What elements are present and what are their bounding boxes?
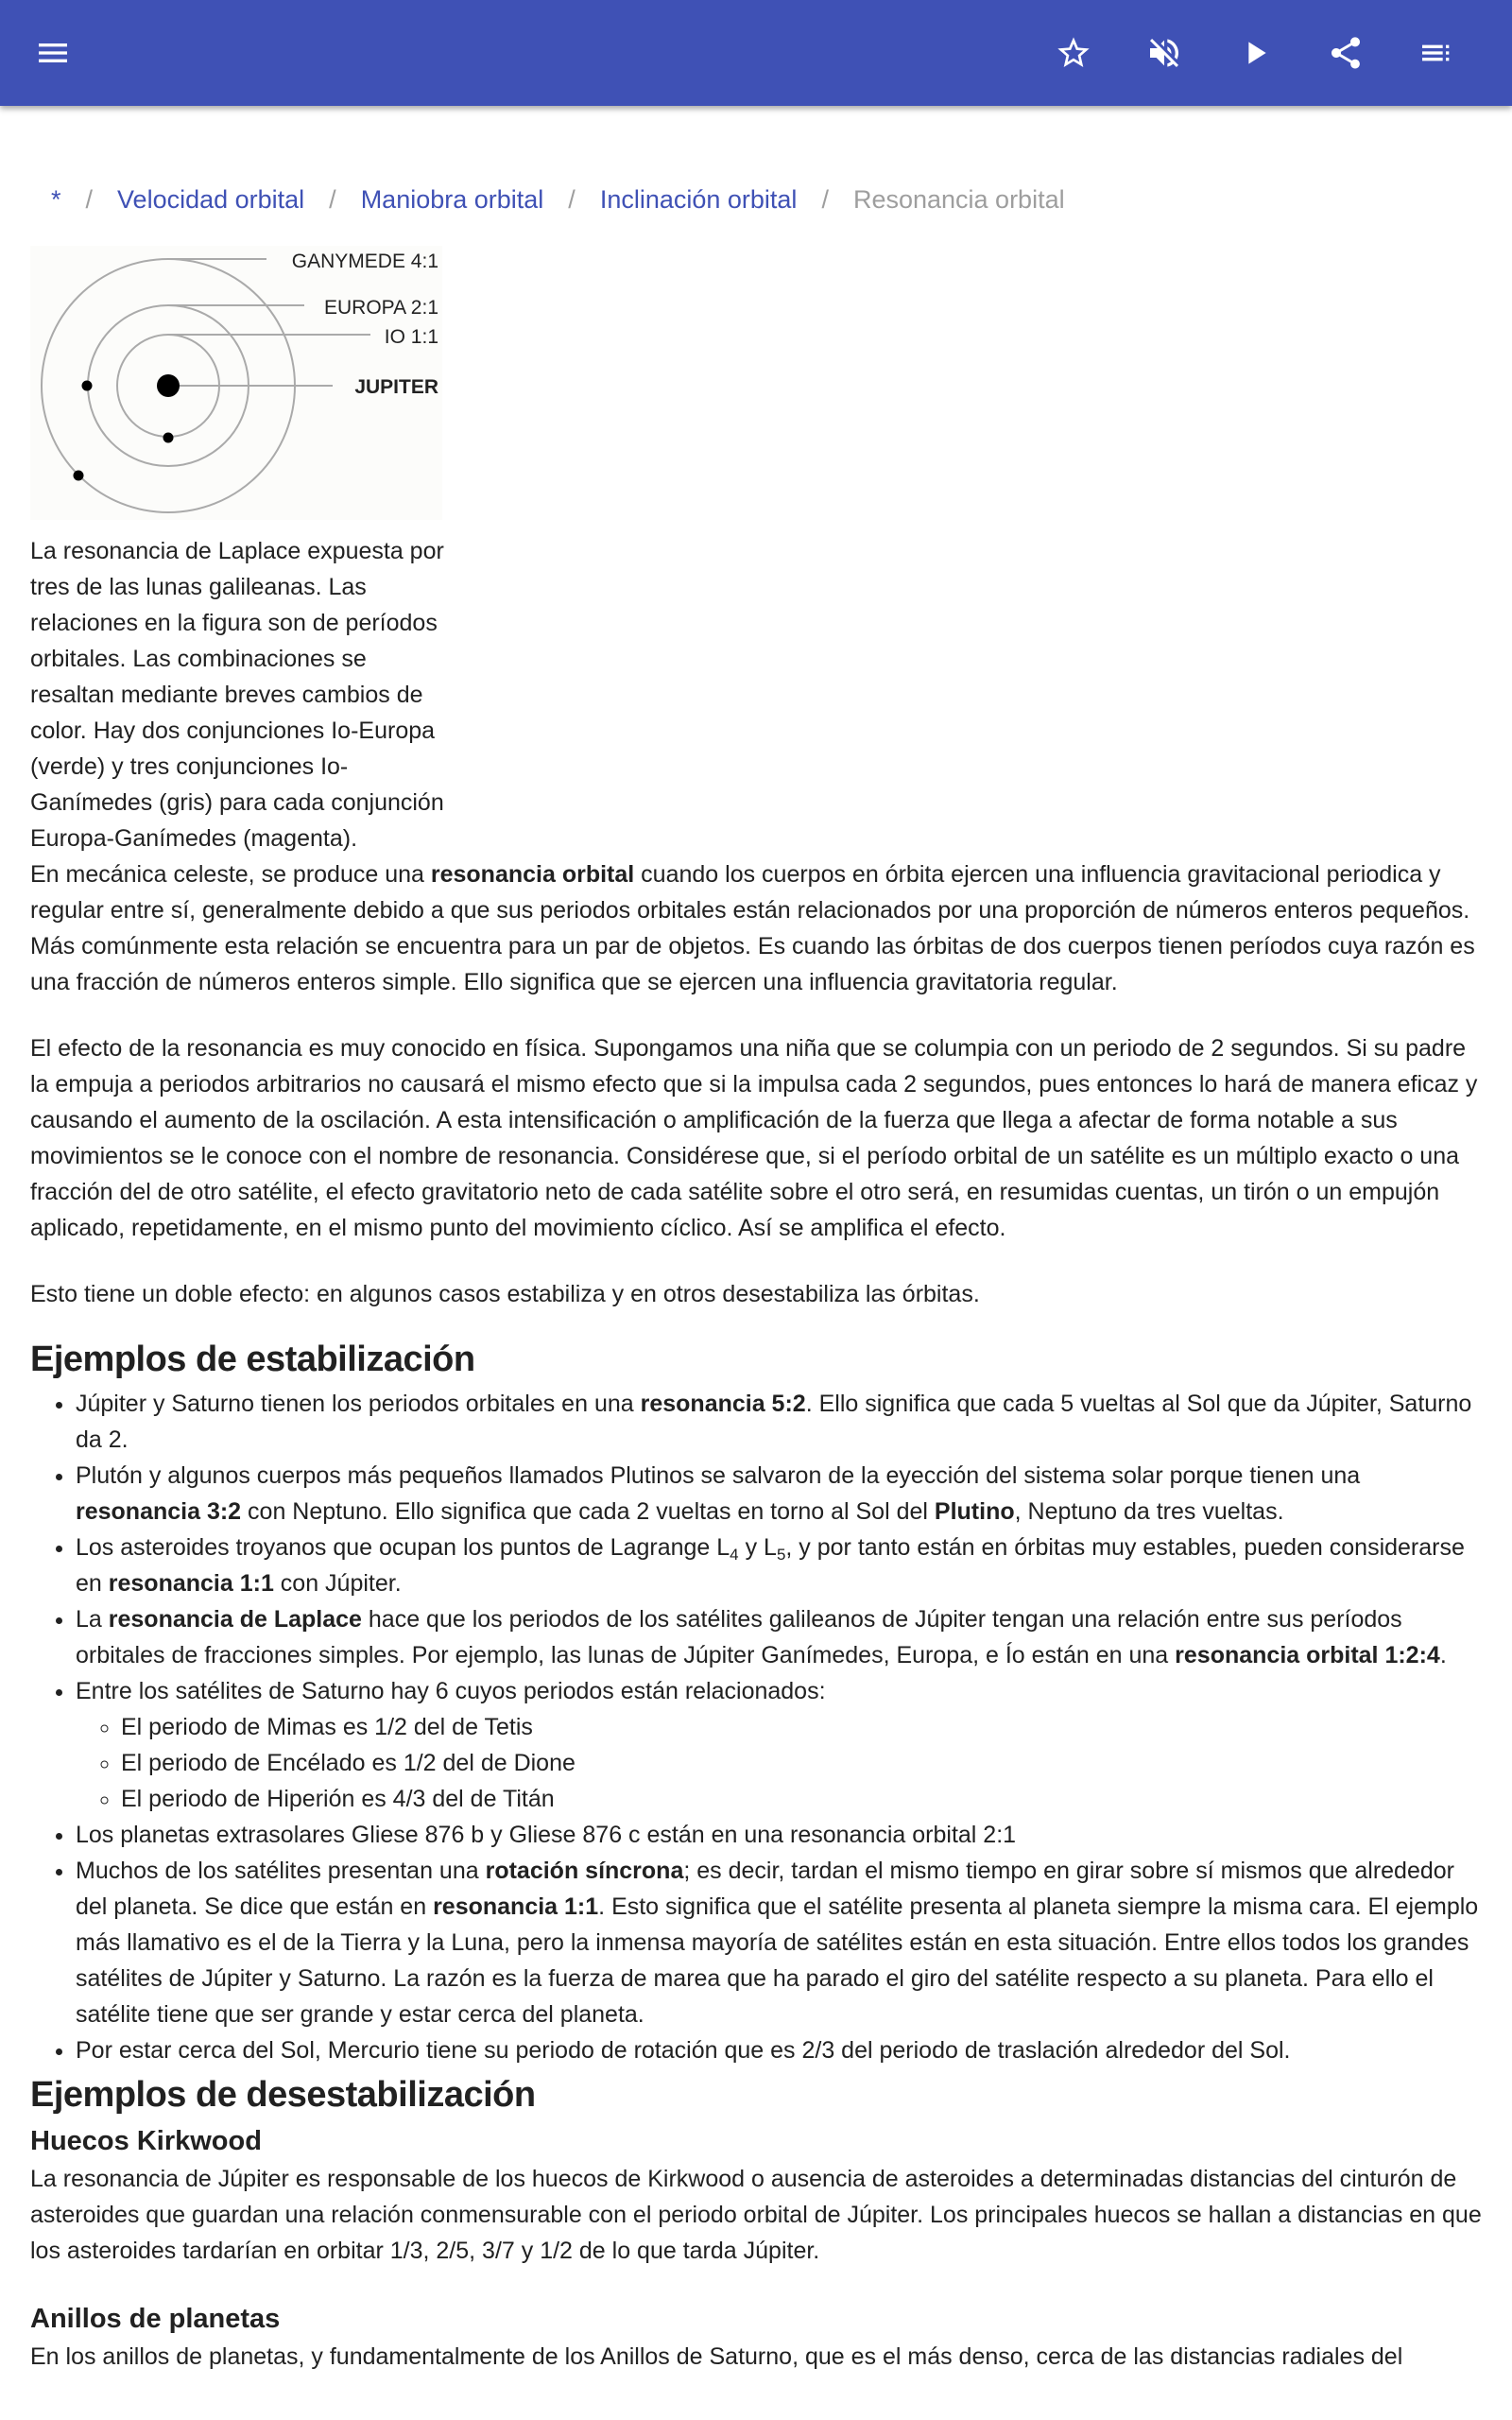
intro-paragraph-3: Esto tiene un doble efecto: en algunos casos estabiliza y en otros desestabiliza las órbitas. [30,1281,980,1307]
volume-off-icon [1145,34,1183,72]
saturn-satellites-sublist [76,1709,1482,1817]
section-heading-estabilizacion: Ejemplos de estabilización [30,1340,475,1379]
europa-dot [82,381,93,391]
text: Muchos de los satélites presentan una [76,1858,486,1884]
list-item [76,1530,1482,1601]
breadcrumb [30,166,1482,233]
bold-term: resonancia 5:2 [640,1391,806,1417]
breadcrumb-current: Resonancia orbital [852,185,1065,214]
mute-button[interactable] [1138,26,1191,79]
list-item [76,1853,1482,2032]
list-item: • Los planetas extrasolares Gliese 876 b y Gliese 876 c están en una resonancia orbital 2:1 [76,1817,1482,1853]
play-button[interactable] [1228,26,1281,79]
breadcrumb-inclinacion-orbital[interactable]: Inclinación orbital [599,185,798,214]
app-bar [0,0,1512,106]
intro-paragraph-2: El efecto de la resonancia es muy conocido en física. Supongamos una niña que se columpia con un periodo de 2 segundos. Si su padre la empuja a periodos arbitrarios no causará el mismo efecto que si la impulsa cada 2 segundos, pues entonces lo hará de manera eficaz y causando el aumento de la oscilación. A esta intensificación o amplificación de la fuerza que llega a afectar de forma notable a sus movimientos se le conoce con el nombre de resonancia. Considérese que, si el período orbital de un satélite es un múltiplo exacto o una fracción del de otro satélite, el efecto gravitatorio neto de cada satélite sobre el otro será, en resumidas cuentas, un tirón o un empujón aplicado, repetidamente, en el mismo punto del movimiento cíclico. Así se amplifica el efecto. [30,1035,1478,1241]
subsection-heading-anillos: Anillos de planetas [30,2304,281,2334]
text: cuando los cuerpos en órbita ejercen una influencia gravitacional periodica y regular entre sí, generalmente debido a que sus periodos orbitales están relacionados por una proporción de números enteros pequeños. Más comúnmente esta relación se encuentra para un par de objetos. Es cuando las órbitas de dos cuerpos tienen períodos cuya razón es una fracción de números enteros simple. Ello significa que se ejercen una influencia gravitatoria regular. [30,861,1475,995]
bold-term: rotación síncrona [485,1858,684,1884]
bold-term: resonancia 1:1 [108,1570,274,1597]
share-button[interactable] [1319,26,1372,79]
text: . Esto significa que el satélite presenta al planeta siempre la misma cara. El ejemplo más llamativo es el de la Tierra y la Luna, pero la inmensa mayoría de satélites están en esta situación. Entre ellos todos los grandes satélites de Júpiter y Saturno. La razón es la fuerza de marea que ha parado el giro del satélite respecto a su planeta. Para ello el satélite tiene que ser grande y estar cerca del planeta. [76,1893,1479,2028]
text: hace que los periodos de los satélites galileanos de Júpiter tengan una relación entre sus períodos orbitales de fracciones simples. Por ejemplo, las lunas de Júpiter Ganímedes, Europa, e Ío están en una [76,1606,1402,1668]
text: . Ello significa que cada 5 vueltas al Sol que da Júpiter, Saturno da 2. [76,1391,1472,1453]
breadcrumb-maniobra-orbital[interactable]: Maniobra orbital [360,185,544,214]
text: con Júpiter. [273,1570,402,1597]
favorite-button[interactable] [1047,26,1100,79]
sublist-item: ◦ El periodo de Encélado es 1/2 del de Dione [121,1745,1482,1781]
list-icon [1418,34,1455,72]
text: ; es decir, tardan el mismo tiempo en girar sobre sí mismos que alrededor del planeta. Se dice que están en [76,1858,1454,1920]
bold-term: resonancia de Laplace [108,1606,362,1633]
breadcrumb-separator: / [821,185,829,214]
bold-term: resonancia orbital 1:2:4 [1175,1642,1440,1668]
bold-term: resonancia 1:1 [433,1893,599,1920]
sublist-item: ◦ El periodo de Hiperión es 4/3 del de Titán [121,1781,1482,1817]
text: con Neptuno. Ello significa que cada 2 vueltas en torno al Sol del [241,1498,935,1525]
intro-paragraph-1 [30,856,1482,1000]
jupiter-label: JUPITER [354,376,438,398]
text: En mecánica celeste, se produce una [30,861,431,888]
star-outline-icon [1055,34,1092,72]
text: , Neptuno da tres vueltas. [1014,1498,1284,1525]
breadcrumb-home[interactable]: * [51,185,61,214]
kirkwood-paragraph: La resonancia de Júpiter es responsable de los huecos de Kirkwood o ausencia de asteroides a determinadas distancias del cinturón de asteroides que guardan una relación conmensurable con el periodo orbital de Júpiter. Los principales huecos se hallan a distancias en que los asteroides tardarían en orbitar 1/3, 2/5, 3/7 y 1/2 de lo que tarda Júpiter. [30,2166,1482,2264]
stabilization-list [30,1386,1482,2068]
list-item [76,1601,1482,1673]
breadcrumb-velocidad-orbital[interactable]: Velocidad orbital [117,185,305,214]
share-icon [1327,34,1365,72]
text: Júpiter y Saturno tienen los periodos orbitales en una [76,1391,641,1417]
text: Plutón y algunos cuerpos más pequeños llamados Plutinos se salvaron de la eyección del sistema solar porque tienen una [76,1462,1361,1489]
text: . [1439,1642,1447,1668]
play-icon [1236,34,1274,72]
list-item [76,1673,1482,1817]
text: La [76,1606,109,1633]
section-heading-desestabilizacion: Ejemplos de desestabilización [30,2075,536,2115]
text: Entre los satélites de Saturno hay 6 cuyos periodos están relacionados: [76,1678,826,1704]
breadcrumb-separator: / [85,185,94,214]
figure-caption: La resonancia de Laplace expuesta por tres de las lunas galileanas. Las relaciones en la figura son de períodos orbitales. Las combinaciones se resaltan mediante breves cambios de color. Hay dos conjunciones Io-Europa (verde) y tres conjunciones Io-Ganímedes (gris) para cada conjunción Europa-Ganímedes (magenta). [30,538,444,852]
breadcrumb-separator: / [329,185,336,214]
ganymede-dot [74,471,84,481]
list-item [76,1458,1482,1530]
term-resonancia-orbital: resonancia orbital [430,861,635,888]
laplace-resonance-figure[interactable] [30,246,446,520]
bold-term: Plutino [934,1498,1015,1525]
io-dot [163,433,174,443]
rings-paragraph: En los anillos de planetas, y fundamentalmente de los Anillos de Saturno, que es el más denso, cerca de las distancias radiales del [30,2343,1403,2370]
orbit-diagram [30,246,442,520]
toc-button[interactable] [1410,26,1463,79]
io-label: IO 1:1 [384,326,438,348]
subsection-heading-kirkwood: Huecos Kirkwood [30,2126,262,2156]
ganymede-label: GANYMEDE 4:1 [291,251,438,272]
sublist-item: ◦ El periodo de Mimas es 1/2 del de Tetis [121,1709,1482,1745]
list-item [76,1386,1482,1458]
bold-term: resonancia 3:2 [76,1498,242,1525]
text: y L [738,1534,777,1561]
jupiter-dot [157,374,180,397]
europa-label: EUROPA 2:1 [324,297,438,319]
breadcrumb-separator: / [568,185,576,214]
menu-button[interactable] [26,26,79,79]
subscript: 5 [776,1546,786,1564]
menu-icon [34,34,72,72]
article-content [30,106,1482,2405]
subscript: 4 [730,1546,739,1564]
list-item: • Por estar cerca del Sol, Mercurio tiene su periodo de rotación que es 2/3 del periodo de traslación alrededor del Sol. [76,2032,1482,2068]
text: , y por tanto están en órbitas muy estables, pueden considerarse en [76,1534,1465,1597]
text: Los asteroides troyanos que ocupan los puntos de Lagrange L [76,1534,730,1561]
